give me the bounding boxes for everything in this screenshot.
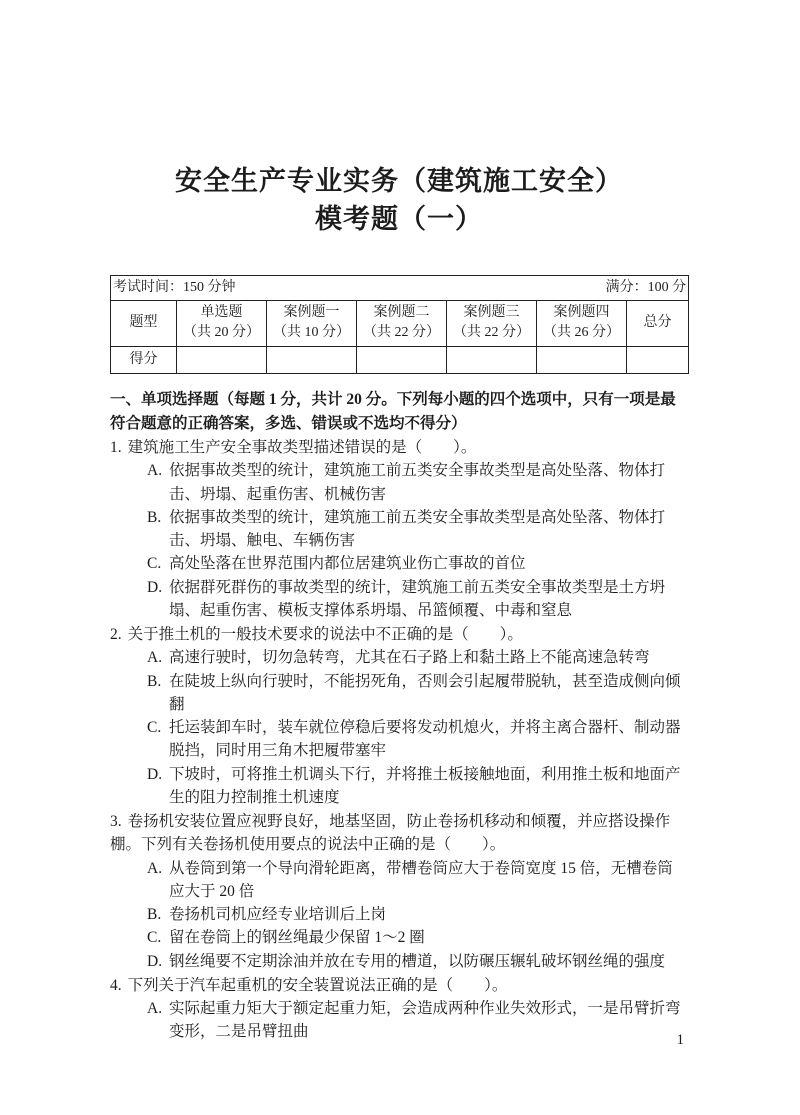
option-row [147, 576, 688, 623]
option-row [147, 646, 688, 669]
question-stem [110, 623, 688, 646]
score-cell-empty [357, 346, 447, 373]
option-label: B. [147, 508, 162, 526]
option-label: C. [147, 719, 162, 737]
col-header-total: 总分 [627, 300, 689, 346]
option-text: 依据群死群伤的事故类型的统计，建筑施工前五类安全事故类型是土方坍塌、起重伤害、模板支撑体系坍塌、吊篮倾覆、中毒和窒息 [169, 578, 666, 619]
col-header-name: 案例题四 [553, 305, 610, 321]
option-text: 实际起重力矩大于额定起重力矩，会造成两种作业失效形式，一是吊臂折弯变形，二是吊臂扭曲 [169, 1000, 681, 1041]
option-row [147, 459, 688, 506]
option-label: A. [147, 859, 163, 877]
section-heading: 一、单项选择题（每题 1 分，共计 20 分。下列每小题的四个选项中，只有一项是最符合题意的正确答案，多选、错误或不选均不得分） [110, 390, 676, 432]
option-label: D. [147, 765, 163, 783]
question-stem [110, 436, 688, 459]
options-list [147, 646, 688, 809]
question-stem-text: 建筑施工生产安全事故类型描述错误的是（ ）。 [127, 439, 477, 457]
option-text: 依据事故类型的统计，建筑施工前五类安全事故类型是高处坠落、物体打击、坍塌、触电、车辆伤害 [169, 508, 666, 550]
exam-info-row [111, 275, 689, 300]
exam-title-line2: 模考题（一） [315, 204, 483, 235]
exam-title [110, 162, 688, 239]
score-cell-empty [537, 346, 627, 373]
col-header-name: 案例题一 [283, 305, 340, 321]
option-row [147, 716, 688, 763]
option-text: 依据事故类型的统计，建筑施工前五类安全事故类型是高处坠落、物体打击、坍塌、起重伤害、机械伤害 [169, 462, 666, 503]
col-header-name: 单选题 [200, 305, 243, 321]
question-number: 4. [110, 976, 122, 994]
question-stem-text: 下列关于汽车起重机的安全装置说法正确的是（ ）。 [127, 976, 508, 994]
option-text: 托运装卸车时，装车就位停稳后要将发动机熄火，并将主离合器杆、制动器脱挡，同时用三角木把履带塞牢 [169, 719, 681, 760]
score-cell-empty [267, 346, 357, 373]
col-header-score: （共 22 分） [363, 325, 440, 341]
question-1 [110, 436, 688, 622]
col-header-anli2 [357, 300, 447, 346]
score-table-header-row [111, 300, 689, 346]
option-label: D. [147, 952, 163, 970]
col-header-anli1 [267, 300, 357, 346]
option-label: B. [147, 672, 162, 690]
question-3 [110, 810, 688, 973]
col-header-type: 题型 [111, 300, 177, 346]
score-cell-empty [177, 346, 267, 373]
question-stem-text: 关于推土机的一般技术要求的说法中不正确的是（ ）。 [127, 626, 523, 644]
option-row [147, 857, 688, 904]
question-stem [110, 974, 688, 997]
options-list [147, 459, 688, 622]
option-label: D. [147, 578, 163, 596]
option-row [147, 997, 688, 1044]
score-cell-empty [627, 346, 689, 373]
question-number: 2. [110, 626, 122, 644]
option-row [147, 950, 688, 973]
col-header-score: （共 26 分） [543, 325, 620, 341]
option-text: 下坡时，可将推土机调头下行，并将推土板接触地面，利用推土板和地面产生的阻力控制推土机速度 [169, 765, 681, 806]
score-row [111, 346, 689, 373]
col-header-anli4 [537, 300, 627, 346]
option-row [147, 903, 688, 926]
col-header-score: （共 20 分） [183, 325, 260, 341]
col-header-danxuan [177, 300, 267, 346]
options-list [147, 857, 688, 973]
col-header-name: 案例题三 [463, 305, 520, 321]
option-row [147, 763, 688, 810]
option-text: 留在卷筒上的钢丝绳最少保留 1～2 圈 [169, 929, 425, 947]
option-label: C. [147, 555, 162, 573]
question-2 [110, 623, 688, 809]
option-label: A. [147, 462, 163, 480]
exam-info-cell [111, 275, 689, 300]
question-stem-text: 卷扬机安装位置应视野良好，地基坚固，防止卷扬机移动和倾覆，并应搭设操作棚。下列有关卷扬机使用要点的说法中正确的是（ ）。 [110, 813, 671, 854]
options-list [147, 997, 688, 1044]
option-text: 卷扬机司机应经专业培训后上岗 [169, 906, 387, 924]
option-row [147, 670, 688, 717]
option-row [147, 552, 688, 575]
score-row-label: 得分 [111, 346, 177, 373]
option-text: 高速行驶时，切勿急转弯，尤其在石子路上和黏土路上不能高速急转弯 [169, 649, 650, 667]
question-4 [110, 974, 688, 1044]
option-text: 在陡坡上纵向行驶时，不能拐死角，否则会引起履带脱轨，甚至造成侧向倾翻 [169, 672, 681, 713]
option-text: 钢丝绳要不定期涂油并放在专用的槽道，以防碾压辗轧破坏钢丝绳的强度 [169, 952, 666, 970]
col-header-score: （共 10 分） [273, 325, 350, 341]
exam-time: 考试时间：150 分钟 [113, 279, 236, 295]
option-text: 高处坠落在世界范围内都位居建筑业伤亡事故的首位 [169, 555, 526, 573]
question-number: 3. [110, 813, 122, 831]
col-header-anli3 [447, 300, 537, 346]
score-cell-empty [447, 346, 537, 373]
page-number: 1 [676, 1032, 684, 1048]
option-row [147, 506, 688, 553]
col-header-name: 案例题二 [373, 305, 430, 321]
option-label: A. [147, 1000, 163, 1018]
score-table [110, 275, 689, 374]
option-row [147, 926, 688, 949]
exam-title-line1: 安全生产专业实务（建筑施工安全） [175, 166, 623, 196]
option-label: A. [147, 649, 163, 667]
col-header-score: （共 22 分） [453, 325, 530, 341]
option-label: C. [147, 929, 162, 947]
option-text: 从卷筒到第一个导向滑轮距离，带槽卷筒应大于卷筒宽度 15 倍，无槽卷筒应大于 20 倍 [169, 859, 673, 900]
question-number: 1. [110, 439, 122, 457]
full-score: 满分：100 分 [605, 279, 687, 295]
option-label: B. [147, 906, 162, 924]
question-stem [110, 810, 688, 857]
